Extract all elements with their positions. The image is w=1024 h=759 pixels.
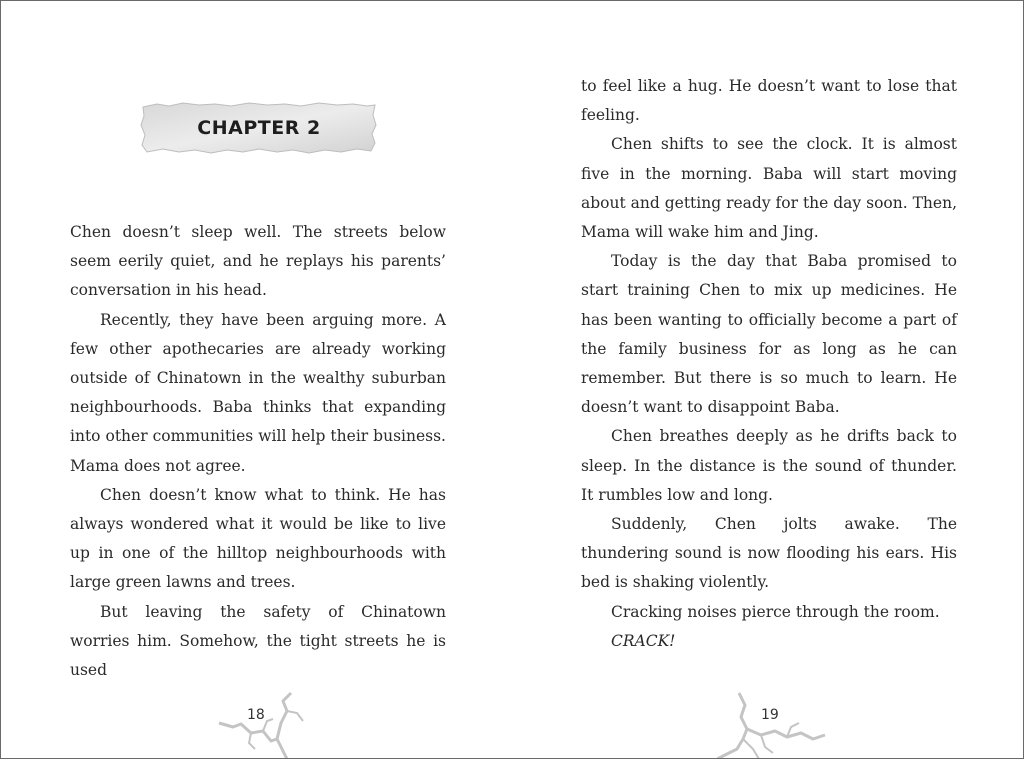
right-page-text <box>581 72 957 656</box>
paragraph: Chen breathes deeply as he drifts back to sleep. In the distance is the sound of thunder. It rumbles low and long. <box>581 427 957 504</box>
chapter-title: CHAPTER 2 <box>197 117 321 139</box>
paragraph: CRACK! <box>611 631 676 650</box>
paragraph: Cracking noises pierce through the room. <box>611 602 940 621</box>
paragraph: Today is the day that Baba promised to start training Chen to mix up medicines. He has been wanting to officially become a part of the family business for as long as he can remember. But there is so much to learn. He doesn’t want to disappoint Baba. <box>581 252 957 417</box>
paragraph: to feel like a hug. He doesn’t want to lose that feeling. <box>581 77 957 125</box>
paragraph: Chen doesn’t sleep well. The streets below seem eerily quiet, and he replays his parents’ conversation in his head. <box>70 223 446 300</box>
paragraph: Recently, they have been arguing more. A few other apothecaries are already working outside of Chinatown in the wealthy suburban neighbourhoods. Baba thinks that expanding into other communities will help their business. Mama does not agree. <box>70 310 446 475</box>
chapter-banner <box>139 101 379 155</box>
left-page <box>1 1 512 758</box>
paragraph: Chen shifts to see the clock. It is almost five in the morning. Baba will start moving about and getting ready for the day soon. Then, Mama will wake him and Jing. <box>581 135 957 242</box>
page-number: 19 <box>761 707 779 723</box>
paragraph: But leaving the safety of Chinatown worries him. Somehow, the tight streets he is used <box>70 602 446 680</box>
paragraph: Suddenly, Chen jolts awake. The thundering sound is now flooding his ears. His bed is shaking violently. <box>581 515 957 592</box>
page-number: 18 <box>247 707 265 723</box>
ground-crack-icon <box>211 691 331 759</box>
ground-crack-icon <box>717 691 827 759</box>
left-page-text <box>70 218 446 685</box>
paragraph: Chen doesn’t know what to think. He has always wondered what it would be like to live up in one of the hilltop neighbourhoods with large green lawns and trees. <box>70 485 446 592</box>
right-page <box>512 1 1023 758</box>
